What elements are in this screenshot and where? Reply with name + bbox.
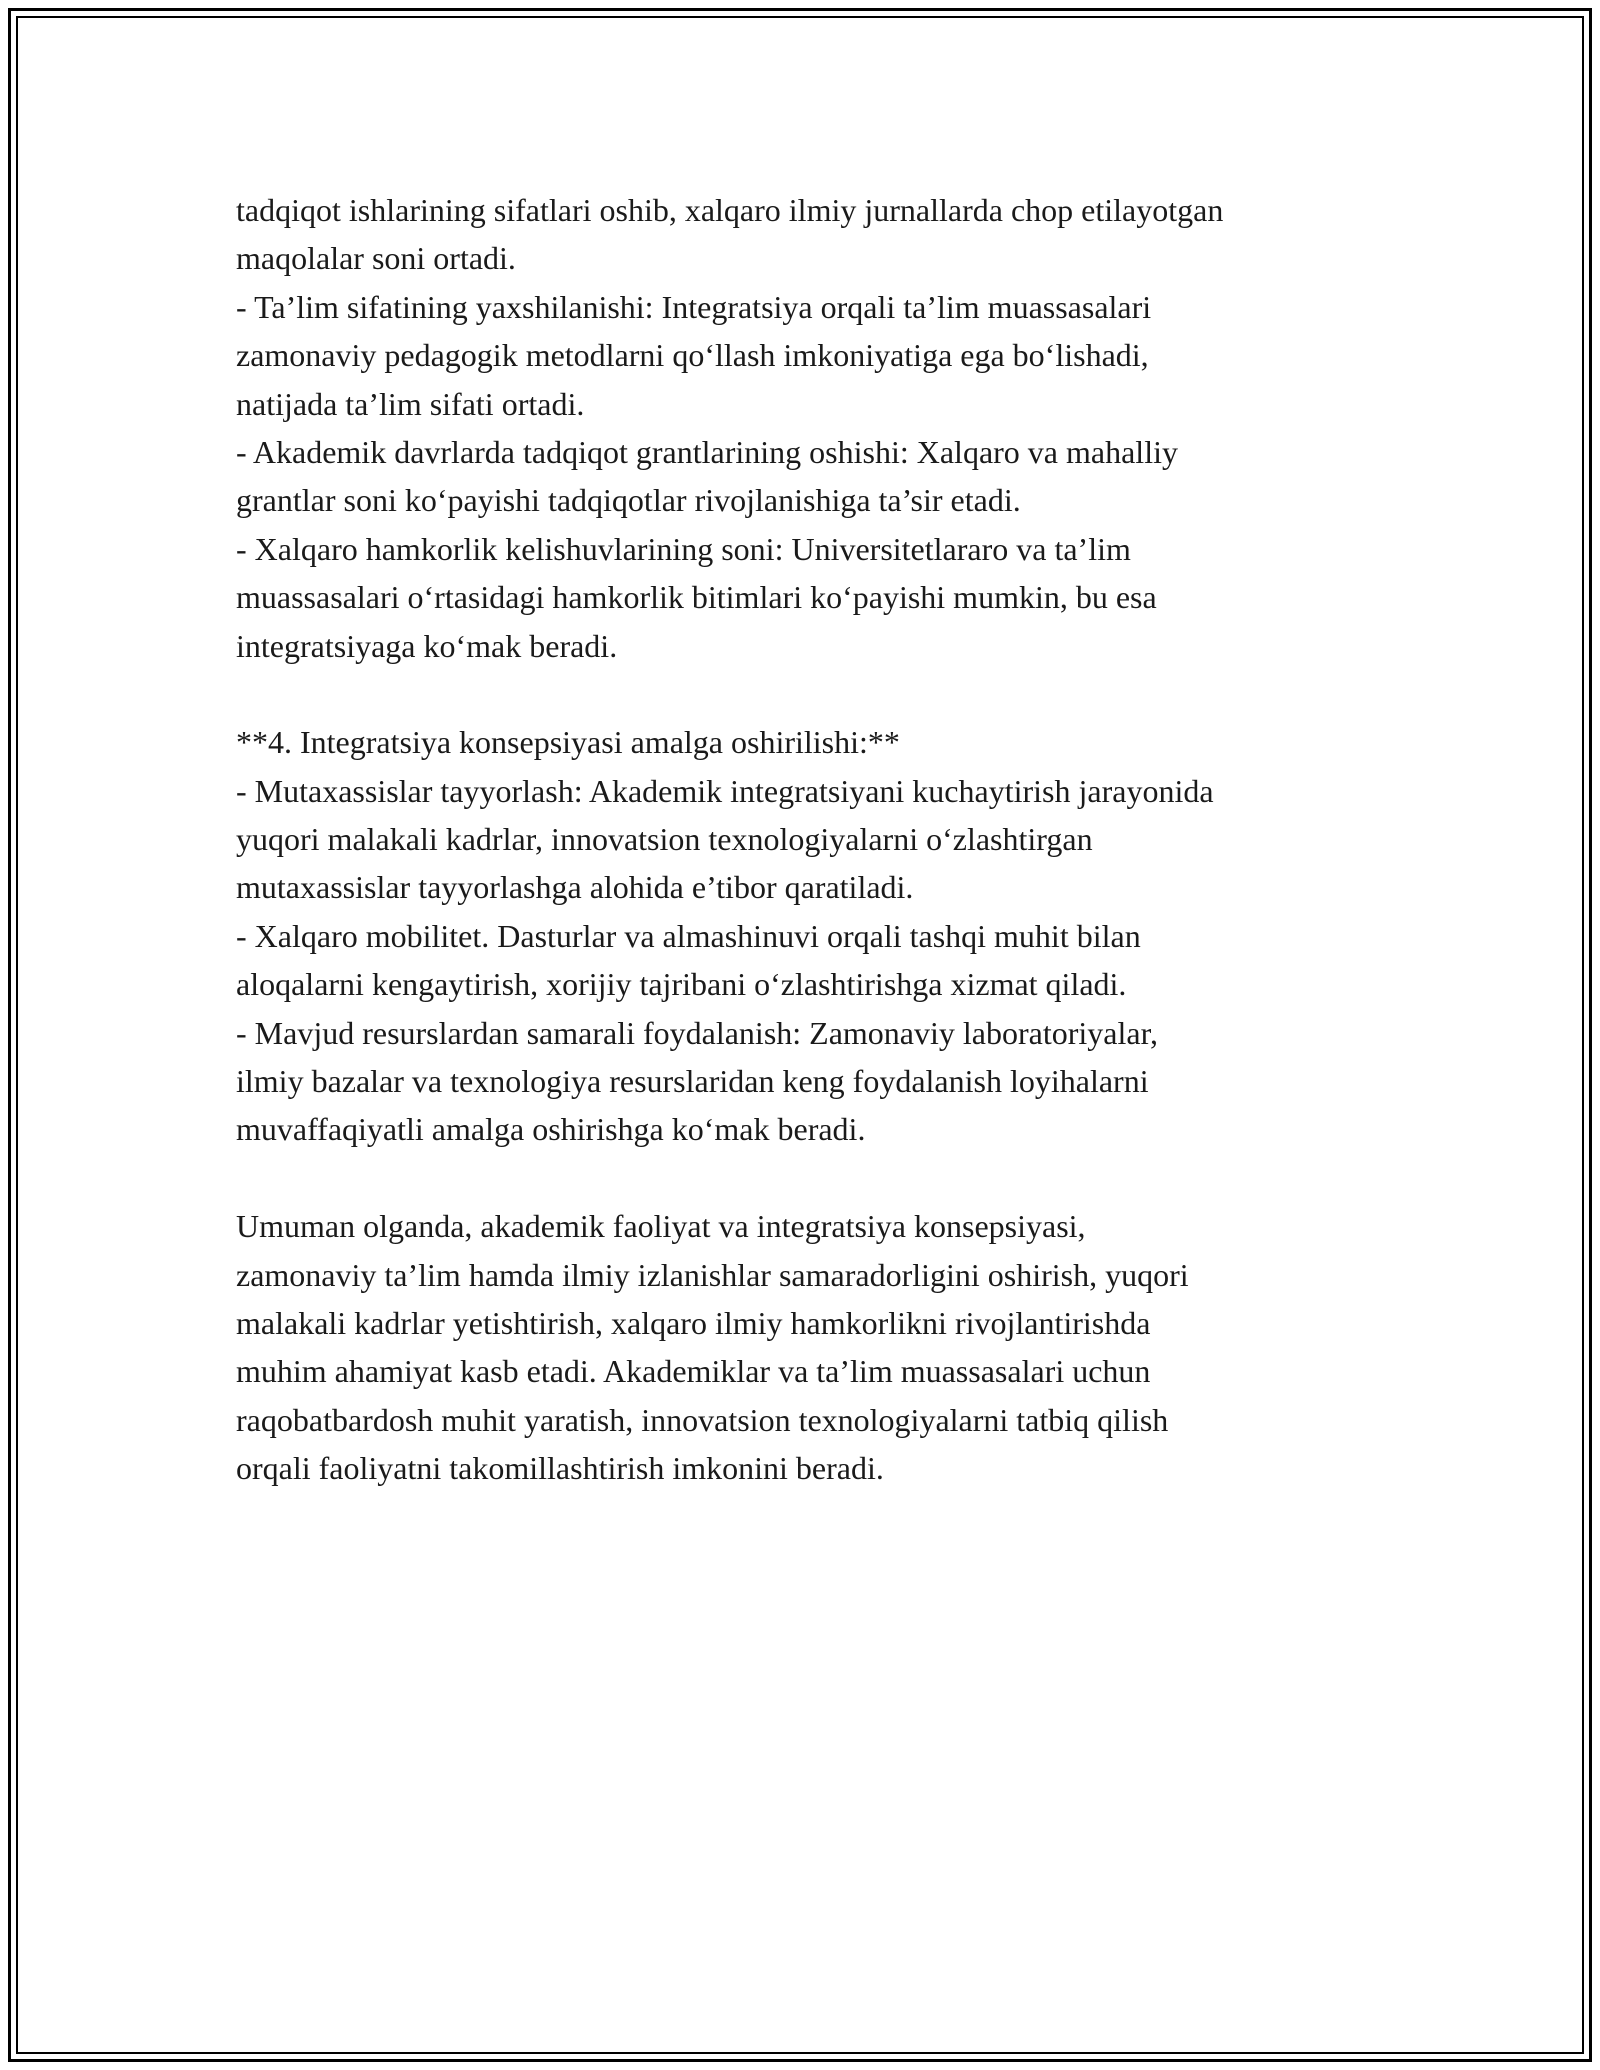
text-line: muhim ahamiyat kasb etadi. Akademiklar va ta’lim muassasalari uchun <box>236 1353 1151 1390</box>
text-line: yuqori malakali kadrlar, innovatsion texnologiyalarni o‘zlashtirgan <box>236 821 1093 858</box>
text-line: raqobatbardosh muhit yaratish, innovatsion texnologiyalarni tatbiq qilish <box>236 1401 1169 1438</box>
text-line: - Akademik davrlarda tadqiqot grantlarining oshishi: Xalqaro va mahalliy <box>236 433 1178 470</box>
text-line: natijada ta’lim sifati ortadi. <box>236 385 585 422</box>
text-line: - Mutaxassislar tayyorlash: Akademik integratsiyani kuchaytirish jarayonida <box>236 772 1214 809</box>
section-integration-implementation <box>236 718 1396 1154</box>
text-line: - Mavjud resurslardan samarali foydalanish: Zamonaviy laboratoriyalar, <box>236 1014 1158 1051</box>
paragraph-spacer <box>236 1154 1396 1202</box>
text-line: aloqalarni kengaytirish, xorijiy tajribani o‘zlashtirishga xizmat qiladi. <box>236 966 1127 1003</box>
text-line: zamonaviy pedagogik metodlarni qo‘llash imkoniyatiga ega bo‘lishadi, <box>236 337 1149 374</box>
text-line: tadqiqot ishlarining sifatlari oshib, xalqaro ilmiy jurnallarda chop etilayotgan <box>236 192 1224 228</box>
section-heading: **4. Integratsiya konsepsiyasi amalga oshirilishi:** <box>236 724 900 761</box>
text-line: mutaxassislar tayyorlashga alohida e’tibor qaratiladi. <box>236 869 914 906</box>
paragraph-results-continued <box>236 186 1396 670</box>
text-line: muassasalari o‘rtasidagi hamkorlik bitimlari ko‘payishi mumkin, bu esa <box>236 579 1157 616</box>
text-line: maqolalar soni ortadi. <box>236 240 516 277</box>
text-line: ilmiy bazalar va texnologiya resurslaridan keng foydalanish loyihalarni <box>236 1063 1149 1100</box>
paragraph-conclusion <box>236 1202 1396 1492</box>
text-line: zamonaviy ta’lim hamda ilmiy izlanishlar samaradorligini oshirish, yuqori <box>236 1256 1189 1293</box>
text-line: - Xalqaro hamkorlik kelishuvlarining soni: Universitetlararo va ta’lim <box>236 530 1131 567</box>
text-line: grantlar soni ko‘payishi tadqiqotlar rivojlanishiga ta’sir etadi. <box>236 482 1021 519</box>
text-line: Umuman olganda, akademik faoliyat va integratsiya konsepsiyasi, <box>236 1208 1086 1245</box>
document-body <box>236 186 1396 1493</box>
paragraph-spacer <box>236 670 1396 718</box>
text-line: muvaffaqiyatli amalga oshirishga ko‘mak beradi. <box>236 1111 866 1148</box>
text-line: orqali faoliyatni takomillashtirish imkonini beradi. <box>236 1450 884 1487</box>
text-line: - Ta’lim sifatining yaxshilanishi: Integratsiya orqali ta’lim muassasalari <box>236 288 1152 325</box>
text-line: - Xalqaro mobilitet. Dasturlar va almashinuvi orqali tashqi muhit bilan <box>236 917 1141 954</box>
text-line: integratsiyaga ko‘mak beradi. <box>236 627 618 664</box>
text-line: malakali kadrlar yetishtirish, xalqaro ilmiy hamkorlikni rivojlantirishda <box>236 1304 1151 1341</box>
